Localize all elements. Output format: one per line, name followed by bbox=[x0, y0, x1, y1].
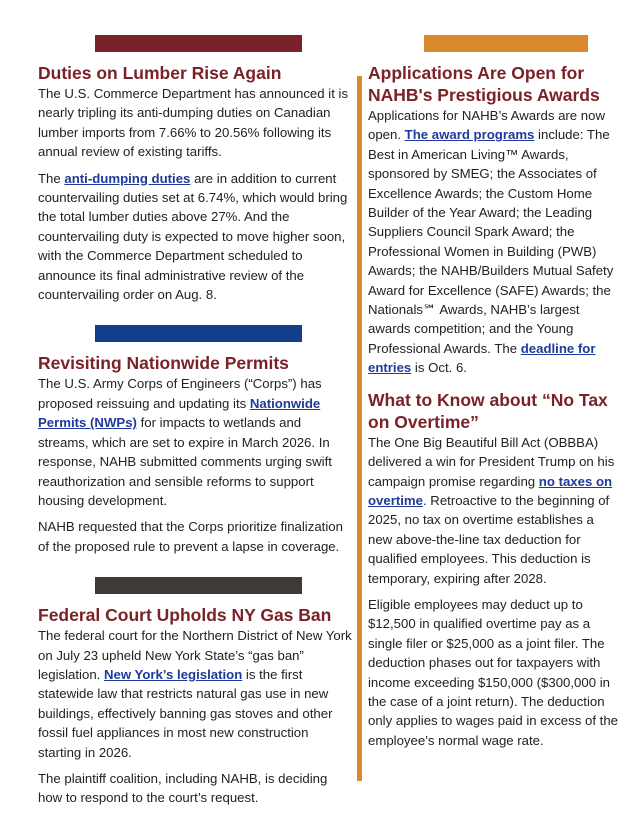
paragraph bbox=[38, 169, 352, 305]
article-title: What to Know about “No Tax on Overtime” bbox=[368, 389, 608, 432]
article-lumber bbox=[38, 62, 352, 311]
award-programs-link[interactable]: The award programs bbox=[404, 127, 535, 143]
paragraph-text: The bbox=[38, 170, 65, 186]
section-bar-orange bbox=[424, 35, 588, 52]
paragraph-text: include: The Best in American Living™ Awards, sponsored by SMEG; the Associates of Excellence Awards; the Custom Home Builder of the Year Award; the Leading Suppliers Council Spark Award; the Professional Women in Building (PWB) Awards; the NAHB/Builders Mutual Safety Award for Excellence (SAFE) Awards; the Nationals℠ Awards, NAHB’s largest awards competition; and the Young Professional Awards. The bbox=[368, 127, 614, 356]
paragraph-text: are in addition to current countervailing duties set at 6.74%, which would bring the total lumber duties above 27%. And the countervailing duty is expected to move higher soon, with the Commerce Department scheduled to announce its final administrative review of the countervailing order on Aug. 8. bbox=[38, 170, 348, 303]
paragraph-text: Applications for NAHB’s Awards are now open. bbox=[368, 108, 606, 143]
deadline-link[interactable]: deadline for entries bbox=[368, 340, 596, 376]
paragraph-text: The federal court for the Northern District of New York on July 23 upheld New York State’s “gas ban” legislation. bbox=[38, 628, 352, 682]
article-title: Duties on Lumber Rise Again bbox=[38, 63, 282, 83]
paragraph bbox=[368, 106, 618, 378]
paragraph: NAHB requested that the Corps prioritize finalization of the proposed rule to prevent a lapse in coverage. bbox=[38, 519, 343, 554]
article-gasban bbox=[38, 604, 352, 815]
paragraph-text: . Retroactive to the beginning of 2025, no tax on overtime establishes a new above-the-line tax deduction for qualified employees. This deduction is temporary, expiring after 2028. bbox=[368, 492, 610, 586]
ny-legislation-link[interactable]: New York’s legislation bbox=[103, 666, 243, 682]
nwp-link[interactable]: Nationwide Permits (NWPs) bbox=[38, 395, 321, 431]
article-permits bbox=[38, 352, 352, 563]
paragraph-text: The One Big Beautiful Bill Act (OBBBA) delivered a win for President Trump on his campaign promise regarding bbox=[368, 434, 615, 489]
article-overtime bbox=[368, 389, 618, 758]
paragraph: The U.S. Commerce Department has announced it is nearly tripling its anti-dumping duties on Canadian lumber imports from 7.66% to 20.56% following its annual review of existing tariffs. bbox=[38, 86, 349, 160]
column-divider bbox=[357, 76, 362, 781]
article-awards bbox=[368, 62, 618, 385]
paragraph bbox=[368, 433, 618, 588]
right-column bbox=[368, 35, 618, 757]
article-title: Applications Are Open for NAHB's Prestigious Awards bbox=[368, 63, 600, 105]
article-title: Revisiting Nationwide Permits bbox=[38, 353, 289, 374]
paragraph: The plaintiff coalition, including NAHB, is deciding how to respond to the court’s request. bbox=[38, 770, 328, 806]
article-title: Federal Court Upholds NY Gas Ban bbox=[38, 605, 332, 626]
paragraph-text: is the first statewide law that restricts natural gas use in new buildings, effectively banning gas stoves and other fossil fuel appliances in most new construction starting in 2026. bbox=[38, 666, 333, 760]
paragraph bbox=[38, 374, 352, 510]
paragraph bbox=[38, 626, 352, 762]
section-bar-red bbox=[95, 35, 302, 52]
overtime-link[interactable]: no taxes on overtime bbox=[368, 473, 613, 508]
left-column bbox=[38, 35, 352, 815]
paragraph-text: for impacts to wetlands and streams, which are set to expire in March 2026. In response, NAHB submitted comments urging swift reauthorization and sensible reforms to support housing development. bbox=[38, 415, 332, 508]
section-bar-blue bbox=[95, 325, 302, 342]
paragraph-text: The U.S. Army Corps of Engineers (“Corps”) has proposed reissuing and updating its bbox=[38, 376, 322, 411]
anti-dumping-link[interactable]: anti-dumping duties bbox=[64, 170, 191, 186]
paragraph-text: is Oct. 6. bbox=[411, 360, 467, 376]
section-bar-gray bbox=[95, 577, 302, 594]
paragraph: Eligible employees may deduct up to $12,500 in qualified overtime pay as a single filer or $25,000 as a joint filer. The deduction phases out for taxpayers with income exceeding $150,000 ($300,000 in the case of a joint return). The deduction only applies to wages paid in excess of the employee’s normal wage rate. bbox=[368, 596, 618, 748]
